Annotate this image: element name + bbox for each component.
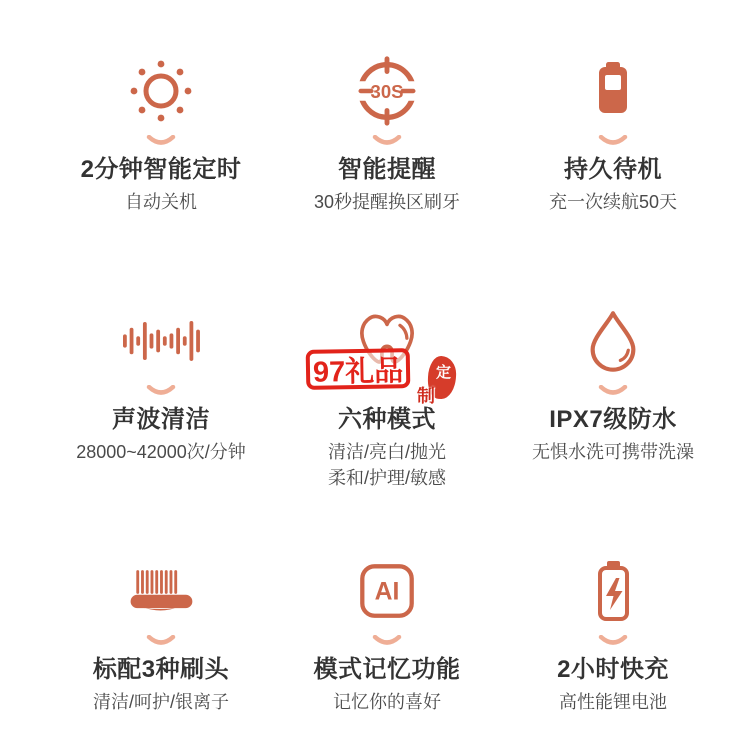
feature-title: 声波清洁 — [112, 406, 210, 433]
feature-cell-memory — [274, 500, 500, 750]
watermark-logo — [306, 348, 411, 390]
feature-subtitle: 记忆你的喜好 — [333, 692, 441, 712]
feature-title: 模式记忆功能 — [313, 656, 461, 683]
feature-subtitle: 高性能锂电池 — [559, 692, 667, 712]
battery-charging-icon — [573, 548, 653, 633]
feature-subtitle: 无惧水洗可携带洗澡 — [532, 442, 694, 462]
feature-cell-standby — [500, 0, 726, 250]
feature-title: 标配3种刷头 — [92, 656, 230, 683]
feature-subtitle: 充一次续航50天 — [548, 192, 678, 212]
feature-subtitle: 自动关机 — [125, 192, 197, 212]
brush-head-icon — [123, 548, 199, 633]
sun-icon — [121, 48, 201, 133]
feature-cell-brushheads — [48, 500, 274, 750]
feature-subtitle: 30秒提醒换区刷牙 — [313, 192, 461, 212]
smile-arc — [598, 135, 628, 148]
feature-cell-fastcharge — [500, 500, 726, 750]
smile-arc — [372, 635, 402, 648]
water-drop-icon — [576, 298, 650, 383]
smile-arc — [372, 135, 402, 148]
feature-cell-sonic — [48, 250, 274, 500]
watermark-seal — [415, 354, 459, 410]
smile-arc — [598, 385, 628, 398]
feature-cell-reminder — [274, 0, 500, 250]
feature-title: 智能提醒 — [338, 156, 436, 183]
watermark-logo-text: 97礼品 — [312, 354, 404, 389]
battery-full-icon — [573, 48, 653, 133]
timer-30s-icon — [348, 48, 426, 133]
feature-title: 2小时快充 — [557, 656, 669, 683]
ai-label: AI — [374, 578, 400, 606]
feature-cell-timer — [48, 0, 274, 250]
feature-title: 持久待机 — [564, 156, 662, 183]
smile-arc — [146, 385, 176, 398]
feature-subtitle: 清洁/亮白/抛光 — [327, 442, 446, 462]
feature-subtitle-2: 柔和/护理/敏感 — [327, 468, 446, 488]
timer-30s-label: 30S — [370, 80, 404, 102]
feature-subtitle: 28000~42000次/分钟 — [76, 442, 246, 462]
feature-title: IPX7级防水 — [549, 406, 677, 433]
ai-chip-icon — [349, 548, 425, 633]
seal-char-1: 定 — [435, 364, 451, 381]
feature-title: 六种模式 — [338, 406, 436, 433]
smile-arc — [146, 635, 176, 648]
feature-title: 2分钟智能定时 — [80, 156, 242, 183]
seal-char-2: 制 — [417, 386, 435, 406]
sonic-wave-icon — [118, 298, 204, 383]
feature-subtitle: 清洁/呵护/银离子 — [92, 692, 229, 712]
smile-arc — [598, 635, 628, 648]
feature-cell-waterproof — [500, 250, 726, 500]
smile-arc — [146, 135, 176, 148]
